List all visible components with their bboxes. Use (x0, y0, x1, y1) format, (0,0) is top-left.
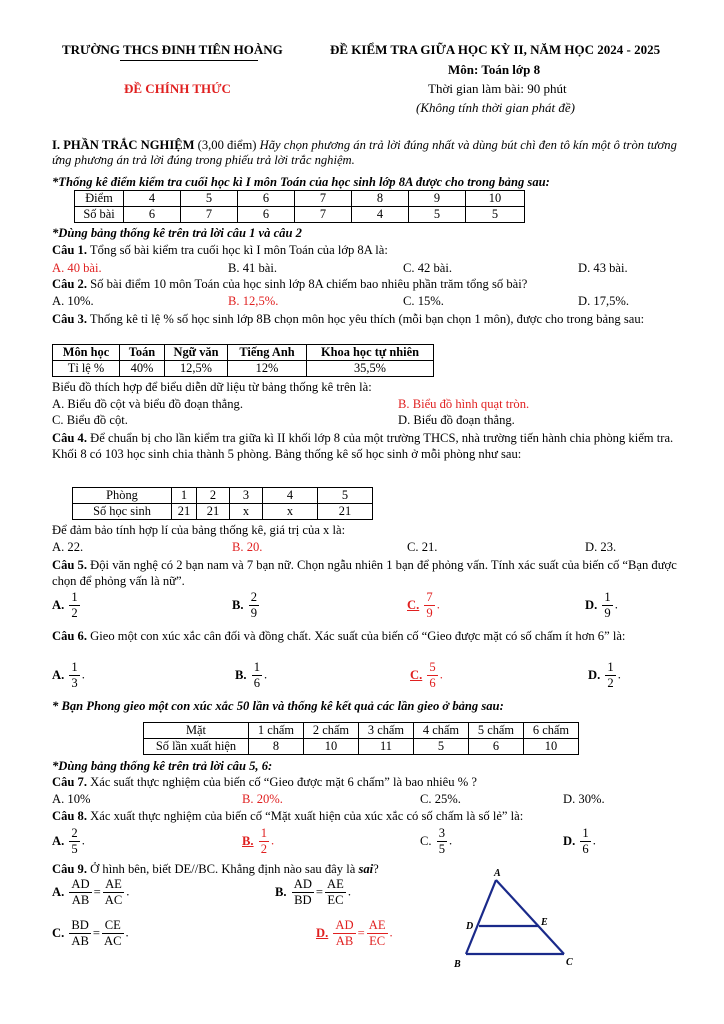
question-2 (52, 277, 686, 292)
fraction-denominator: 9 (426, 606, 433, 620)
subject-preference-table (52, 344, 434, 377)
q4-text2: Để đảm bảo tính hợp lí của bảng thống kê, giá trị của x là: (52, 523, 346, 537)
option-letter: D. (588, 668, 601, 682)
official-label: ĐỀ CHÍNH THỨC (124, 81, 231, 96)
table-cell: Ngữ văn (165, 345, 228, 361)
table-row (75, 191, 525, 207)
table-cell: 5 (466, 207, 525, 223)
table-cell: 7 (295, 191, 352, 207)
section1-points: (3,00 điểm) (197, 138, 257, 152)
period: . (81, 833, 85, 848)
table-cell: 5 (318, 488, 373, 504)
fraction-denominator: AC (104, 934, 122, 948)
table-cell: 6 (124, 207, 181, 223)
q5-option-d[interactable] (585, 590, 618, 621)
table-cell: 4 (124, 191, 181, 207)
table-row (144, 723, 579, 739)
q1-option-c[interactable]: C. 42 bài. (403, 261, 452, 275)
period: . (389, 925, 393, 940)
table-cell: 8 (352, 191, 409, 207)
option-letter: D. (316, 926, 329, 940)
option-letter: C. (407, 598, 420, 612)
question-label: Câu 6. (52, 629, 87, 643)
fraction-numerator: 1 (71, 590, 78, 604)
exam-time: Thời gian làm bài: 90 phút (428, 81, 567, 96)
table1-use: *Dùng bảng thống kê trên trả lời câu 1 và câu 2 (52, 226, 302, 240)
fraction-numerator: AD (71, 877, 90, 891)
fraction-numerator: 5 (429, 660, 436, 674)
question-label: Câu 5. (52, 558, 87, 572)
option-letter: D. (563, 834, 576, 848)
fraction-numerator: 7 (426, 590, 433, 604)
period: . (347, 884, 351, 899)
table-cell: Số học sinh (73, 504, 172, 520)
table-cell: 3 chấm (359, 723, 414, 739)
period: . (592, 833, 596, 848)
question-label: Câu 2. (52, 277, 87, 291)
table-cell: x (230, 504, 263, 520)
fraction-numerator: CE (102, 918, 124, 934)
table-cell: 4 chấm (414, 723, 469, 739)
label-b: B (454, 959, 461, 970)
question-text: Ở hình bên, biết DE//BC. Khẳng định nào sau đây là (90, 862, 356, 876)
option-letter: A. (52, 885, 65, 899)
fraction-denominator: 3 (71, 676, 78, 690)
fraction-numerator: 1 (260, 826, 268, 840)
table2-use: *Dùng bảng thống kê trên trả lời câu 5, 6: (52, 759, 273, 773)
section1-text: Hãy chọn phương án trả lời đúng nhất và dùng bút chì đen tô kín một ô tròn tương ứng phương án trả lời đúng trong phiếu trả lời trắc nghiệm. (52, 138, 677, 167)
fraction-numerator: 1 (582, 826, 589, 840)
table-cell: Số lần xuất hiện (144, 739, 249, 755)
question-9 (52, 862, 379, 877)
question-6 (52, 628, 686, 644)
table-cell: 21 (197, 504, 230, 520)
fraction-numerator: 1 (71, 660, 78, 674)
dice-table (143, 722, 579, 755)
fraction-denominator: 6 (253, 676, 261, 690)
table-cell: 5 (181, 191, 238, 207)
question-mark: ? (373, 862, 379, 876)
option-letter: B. (235, 668, 247, 682)
triangle-figure (452, 866, 592, 970)
q6-option-d[interactable] (588, 660, 621, 691)
fraction-numerator: 1 (607, 660, 614, 674)
option-letter: A. (52, 668, 65, 682)
table-cell: Điểm (75, 191, 124, 207)
q4-option-a[interactable]: A. 22. (52, 540, 84, 554)
q8-option-c[interactable] (420, 826, 452, 857)
q2-option-d[interactable]: D. 17,5%. (578, 294, 630, 308)
question-text: Đội văn nghệ có 2 bạn nam và 7 bạn nữ. Chọn ngẫu nhiên 1 bạn để phỏng vấn. Tính xác suất của biến cố “Bạn được chọn để phỏng vấn là nữ”. (52, 558, 677, 588)
table-cell: Tiếng Anh (228, 345, 307, 361)
fraction-numerator: 2 (71, 826, 78, 840)
q9-option-a[interactable] (52, 877, 129, 908)
q3-option-d[interactable]: D. Biểu đồ đoạn thẳng. (398, 413, 515, 427)
q7-option-b[interactable]: B. 20%. (242, 792, 283, 806)
option-letter: B. (232, 598, 244, 612)
school-name: TRƯỜNG THCS ĐINH TIÊN HOÀNG (62, 42, 283, 57)
question-label: Câu 8. (52, 809, 87, 823)
table-row (53, 361, 434, 377)
option-letter: B. (242, 834, 254, 848)
q5-option-c[interactable] (407, 590, 440, 621)
equals-sign: = (93, 885, 101, 899)
question-7 (52, 775, 686, 790)
question-label: Câu 4. (52, 431, 87, 445)
q4-option-b[interactable]: B. 20. (232, 540, 263, 554)
period: . (614, 597, 618, 612)
table-row (144, 739, 579, 755)
table-cell: 2 (197, 488, 230, 504)
period: . (436, 597, 440, 612)
fraction-numerator: AE (103, 877, 125, 893)
q7-option-a[interactable]: A. 10% (52, 792, 91, 806)
question-label: Câu 1. (52, 243, 87, 257)
question-5 (52, 557, 686, 589)
q8-option-d[interactable] (563, 826, 596, 857)
question-text: Số bài điểm 10 môn Toán của học sinh lớp 8A chiếm bao nhiêu phần trăm tổng số bài? (90, 277, 528, 291)
q2-option-b[interactable]: B. 12,5%. (228, 294, 279, 308)
fraction-denominator: 9 (250, 606, 258, 620)
table-cell: 1 chấm (249, 723, 304, 739)
table-cell: 5 chấm (469, 723, 524, 739)
q1-option-d[interactable]: D. 43 bài. (578, 261, 628, 275)
fraction-numerator: 2 (250, 590, 258, 604)
table-cell: 8 (249, 739, 304, 755)
option-letter: C. (410, 668, 423, 682)
period: . (439, 667, 443, 682)
fraction-denominator: 6 (429, 676, 436, 690)
q3-option-a[interactable]: A. Biểu đồ cột và biểu đồ đoạn thẳng. (52, 397, 243, 411)
q6-option-a[interactable] (52, 660, 85, 691)
table-cell: 40% (120, 361, 165, 377)
section1-title: I. PHẦN TRẮC NGHIỆM (52, 138, 195, 152)
table-cell: 5 (409, 207, 466, 223)
table-cell: Môn học (53, 345, 120, 361)
equals-sign: = (315, 885, 324, 899)
side-ab (466, 880, 496, 954)
fraction-denominator: BD (294, 893, 312, 907)
room-table (72, 487, 373, 520)
period: . (449, 833, 453, 848)
q5-option-b[interactable] (232, 590, 261, 621)
question-8 (52, 809, 686, 824)
question-text: Xác xuất thực nghiệm của biến cố “Mặt xuất hiện của xúc xắc có số chấm là số lẻ” là: (90, 809, 524, 823)
option-letter: D. (585, 598, 598, 612)
table-cell: 1 (172, 488, 197, 504)
question-text: Xác suất thực nghiệm của biến cố “Gieo được mặt 6 chấm” là bao nhiêu % ? (90, 775, 477, 789)
fraction-denominator: 9 (604, 606, 611, 620)
period: . (617, 667, 621, 682)
table-cell: Tỉ lệ % (53, 361, 120, 377)
q1-option-b[interactable]: B. 41 bài. (228, 261, 277, 275)
table-cell: Khoa học tự nhiên (307, 345, 434, 361)
q2-option-a[interactable]: A. 10%. (52, 294, 94, 308)
q3-text2: Biểu đồ thích hợp để biểu diễn dữ liệu từ bảng thống kê trên là: (52, 380, 372, 394)
fraction-numerator: 1 (253, 660, 261, 674)
table-cell: Số bài (75, 207, 124, 223)
fraction-numerator: AD (335, 918, 354, 932)
fraction-numerator: AE (368, 918, 386, 932)
fraction-denominator: AC (104, 893, 123, 907)
q4-option-d[interactable]: D. 23. (585, 540, 617, 554)
period: . (125, 925, 129, 940)
q7-option-d[interactable]: D. 30%. (563, 792, 605, 806)
table-cell: 6 (238, 207, 295, 223)
exam-title: ĐỀ KIỂM TRA GIỮA HỌC KỲ II, NĂM HỌC 2024 - 2025 (330, 42, 661, 57)
table1-intro: *Thống kê điểm kiểm tra cuối học kì I môn Toán của học sinh lớp 8A được cho trong bảng sau: (52, 175, 550, 189)
period: . (81, 667, 85, 682)
q4-option-c[interactable]: C. 21. (407, 540, 438, 554)
subject: Môn: Toán lớp 8 (448, 62, 541, 77)
table-row (73, 488, 373, 504)
fraction-denominator: 2 (260, 842, 268, 856)
table-cell: Phòng (73, 488, 172, 504)
fraction-denominator: AB (71, 893, 90, 907)
q2-option-c[interactable]: C. 15%. (403, 294, 444, 308)
fraction-denominator: EC (327, 893, 344, 907)
question-label: Câu 7. (52, 775, 87, 789)
period: . (264, 667, 268, 682)
q6-option-b[interactable] (235, 660, 267, 691)
table-cell: 10 (524, 739, 579, 755)
label-c: C (566, 957, 573, 968)
exam-time-note: (Không tính thời gian phát đề) (416, 100, 575, 115)
fraction-denominator: 6 (582, 842, 589, 856)
q9-option-d[interactable] (316, 918, 393, 949)
q9-option-c[interactable] (52, 918, 129, 949)
question-label: Câu 9. (52, 862, 87, 876)
table-cell: 3 (230, 488, 263, 504)
table-cell: Toán (120, 345, 165, 361)
header-underline (120, 60, 258, 61)
label-d: D (466, 921, 474, 932)
table-cell: 7 (181, 207, 238, 223)
table-cell: 5 (414, 739, 469, 755)
fraction-numerator: AE (327, 877, 344, 891)
table-cell: 9 (409, 191, 466, 207)
option-letter: C. (52, 926, 65, 940)
table-cell: 11 (359, 739, 414, 755)
fraction-denominator: 5 (71, 842, 78, 856)
q6-option-c[interactable] (410, 660, 443, 691)
side-ac (496, 880, 564, 954)
period: . (126, 884, 130, 899)
table-cell: 2 chấm (304, 723, 359, 739)
table-cell: 6 chấm (524, 723, 579, 739)
fraction-numerator: BD (71, 918, 89, 932)
table-cell: 21 (172, 504, 197, 520)
table-cell: Mặt (144, 723, 249, 739)
table-cell: 10 (304, 739, 359, 755)
table-cell: 4 (352, 207, 409, 223)
equals-sign: = (92, 926, 101, 940)
fraction-denominator: AB (335, 934, 354, 948)
table-cell: 12,5% (165, 361, 228, 377)
fraction-numerator: AD (293, 877, 312, 891)
question-emphasis: sai (358, 862, 374, 876)
q3-option-c[interactable]: C. Biểu đồ cột. (52, 413, 128, 427)
question-text: Thống kê tỉ lệ % số học sinh lớp 8B chọn môn học yêu thích (mỗi bạn chọn 1 môn), được cho trong bảng sau: (89, 312, 645, 326)
option-letter: A. (52, 834, 65, 848)
fraction-numerator: 1 (604, 590, 611, 604)
period: . (271, 833, 275, 848)
fraction-denominator: EC (369, 934, 386, 948)
option-letter: B. (275, 885, 287, 899)
table-row (75, 207, 525, 223)
option-letter: A. (52, 598, 65, 612)
q8-option-b[interactable] (242, 826, 274, 857)
label-e: E (541, 917, 548, 928)
question-label: Câu 3. (52, 312, 87, 326)
question-3 (52, 312, 686, 327)
fraction-denominator: 2 (607, 676, 614, 690)
q9-option-b[interactable] (275, 877, 351, 908)
score-table (74, 190, 525, 223)
fraction-numerator: 3 (438, 826, 446, 840)
question-1 (52, 243, 686, 258)
table-row (73, 504, 373, 520)
question-text: Để chuẩn bị cho lần kiểm tra giữa kì II khối lớp 8 của một trường THCS, nhà trường tiến hành chia phòng kiểm tra. Khối 8 có 103 học sinh chia thành 5 phòng. Bảng thống kê số học sinh ở mỗi phòng như sau: (52, 431, 674, 461)
table-cell: 10 (466, 191, 525, 207)
label-a: A (494, 868, 501, 879)
option-letter: C. (420, 834, 432, 848)
table-cell: x (263, 504, 318, 520)
table-cell: 12% (228, 361, 307, 377)
question-text: Gieo một con xúc xắc cân đối và đồng chất. Xác suất của biến cố “Gieo được mặt có số chấm ít hơn 6” là: (90, 629, 626, 643)
q5-option-a[interactable] (52, 590, 82, 621)
fraction-denominator: 2 (71, 606, 78, 620)
equals-sign: = (357, 926, 365, 940)
q8-option-a[interactable] (52, 826, 85, 857)
table-cell: 7 (295, 207, 352, 223)
question-text: Tổng số bài kiểm tra cuối học kì I môn Toán của lớp 8A là: (89, 243, 388, 257)
table2-intro: * Bạn Phong gieo một con xúc xắc 50 lần và thống kê kết quả các lần gieo ở bảng sau: (52, 699, 504, 713)
table-cell: 21 (318, 504, 373, 520)
table-cell: 6 (238, 191, 295, 207)
q3-option-b[interactable]: B. Biểu đồ hình quạt tròn. (398, 397, 530, 411)
table-cell: 35,5% (307, 361, 434, 377)
table-cell: 4 (263, 488, 318, 504)
fraction-denominator: 5 (438, 842, 446, 856)
section1-instruction (52, 138, 686, 168)
question-4 (52, 430, 686, 462)
q1-option-a[interactable]: A. 40 bài. (52, 261, 102, 275)
table-row (53, 345, 434, 361)
table-cell: 6 (469, 739, 524, 755)
q7-option-c[interactable]: C. 25%. (420, 792, 461, 806)
fraction-denominator: AB (71, 934, 89, 948)
